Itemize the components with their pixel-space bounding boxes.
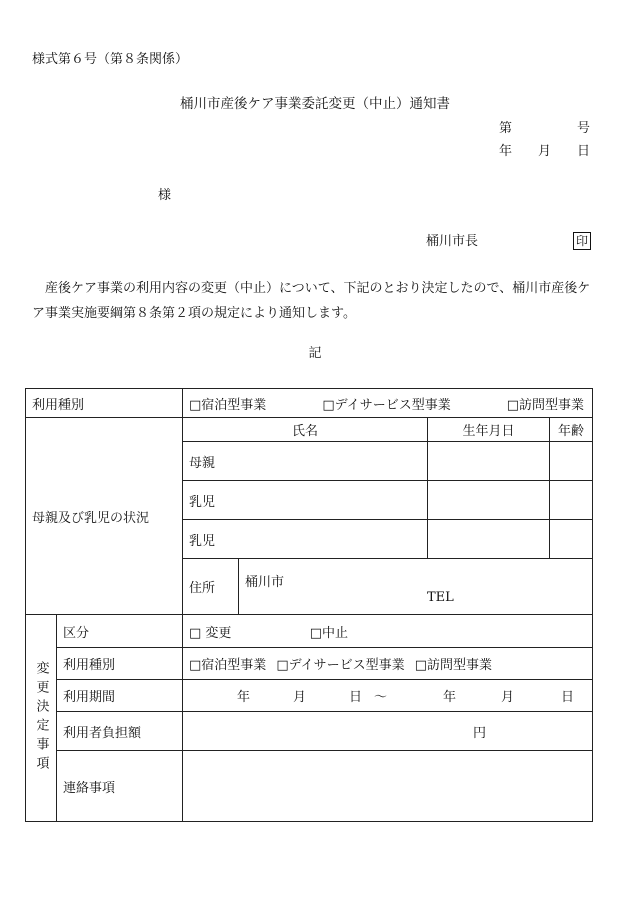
change-option-day[interactable]: □デイサービス型事業 — [276, 658, 405, 673]
col-birth-header: 生年月日 — [428, 418, 550, 442]
address-label: 住所 — [183, 559, 239, 615]
mother-age-field[interactable] — [550, 442, 593, 481]
document-title: 桶川市産後ケア事業委託変更（中止）通知書 — [180, 96, 450, 112]
col-age-header: 年齢 — [550, 418, 593, 442]
usage-type-label: 利用種別 — [26, 389, 183, 418]
infant1-birth-field[interactable] — [428, 481, 550, 520]
category-stop-checkbox[interactable]: □中止 — [309, 625, 349, 641]
usage-option-visit[interactable]: □訪問型事業 — [506, 397, 585, 413]
fee-field[interactable] — [183, 712, 593, 751]
address-field[interactable] — [239, 559, 593, 615]
notes-label: 連絡事項 — [57, 751, 183, 822]
period-end-day: 日 — [561, 690, 575, 705]
notice-form-table — [25, 388, 593, 822]
period-label: 利用期間 — [57, 680, 183, 712]
tel-label: TEL — [427, 590, 454, 605]
seal-stamp: 印 — [573, 232, 591, 250]
notes-field[interactable] — [183, 751, 593, 822]
infant1-age-field[interactable] — [550, 481, 593, 520]
usage-options — [183, 389, 593, 418]
period-field[interactable] — [183, 680, 593, 712]
form-number: 様式第６号（第８条関係） — [32, 52, 189, 67]
mother-name-field[interactable]: 母親 — [183, 442, 428, 481]
usage-type-row — [26, 389, 593, 418]
period-start-month: 月 — [293, 690, 307, 705]
period-start-year: 年 — [237, 690, 251, 705]
category-options — [183, 615, 593, 648]
change-usage-options — [183, 648, 593, 680]
yen-unit: 円 — [473, 725, 487, 741]
mayor-name: 桶川市長 — [426, 234, 479, 249]
usage-option-stay[interactable]: □宿泊型事業 — [189, 397, 267, 413]
change-option-visit[interactable]: □訪問型事業 — [414, 658, 492, 673]
change-section-label: 変更決定事項 — [26, 615, 57, 822]
notes-row — [26, 751, 593, 822]
infant2-age-field[interactable] — [550, 520, 593, 559]
category-label: 区分 — [57, 615, 183, 648]
notice-paragraph: 産後ケア事業の利用内容の変更（中止）について、下記のとおり決定したので、桶川市産後ケア事業実施要綱第８条第２項の規定により通知します。 — [32, 281, 591, 321]
category-row — [26, 615, 593, 648]
document-number-field[interactable]: 第 号 — [498, 121, 590, 136]
infant1-name-field[interactable]: 乳児 — [183, 481, 428, 520]
period-tilde: ～ — [374, 690, 388, 705]
status-header-row — [26, 418, 593, 442]
period-start-day: 日 — [349, 690, 363, 705]
period-row — [26, 680, 593, 712]
col-name-header: 氏名 — [183, 418, 428, 442]
period-end-year: 年 — [443, 690, 457, 705]
fee-row — [26, 712, 593, 751]
addressee-field[interactable]: 様 — [158, 188, 172, 203]
address-city: 桶川市 — [245, 575, 285, 590]
infant2-birth-field[interactable] — [428, 520, 550, 559]
status-label: 母親及び乳児の状況 — [26, 418, 183, 615]
infant2-name-field[interactable]: 乳児 — [183, 520, 428, 559]
change-usage-label: 利用種別 — [57, 648, 183, 680]
usage-option-day[interactable]: □デイサービス型事業 — [322, 397, 451, 413]
document-date-field[interactable]: 年 月 日 — [498, 144, 590, 159]
ki-heading: 記 — [308, 346, 322, 361]
category-change-checkbox[interactable]: □ 変更 — [189, 625, 232, 641]
fee-label: 利用者負担額 — [57, 712, 183, 751]
period-end-month: 月 — [501, 690, 515, 705]
mother-birth-field[interactable] — [428, 442, 550, 481]
change-option-stay[interactable]: □宿泊型事業 — [189, 658, 267, 673]
change-usage-row — [26, 648, 593, 680]
